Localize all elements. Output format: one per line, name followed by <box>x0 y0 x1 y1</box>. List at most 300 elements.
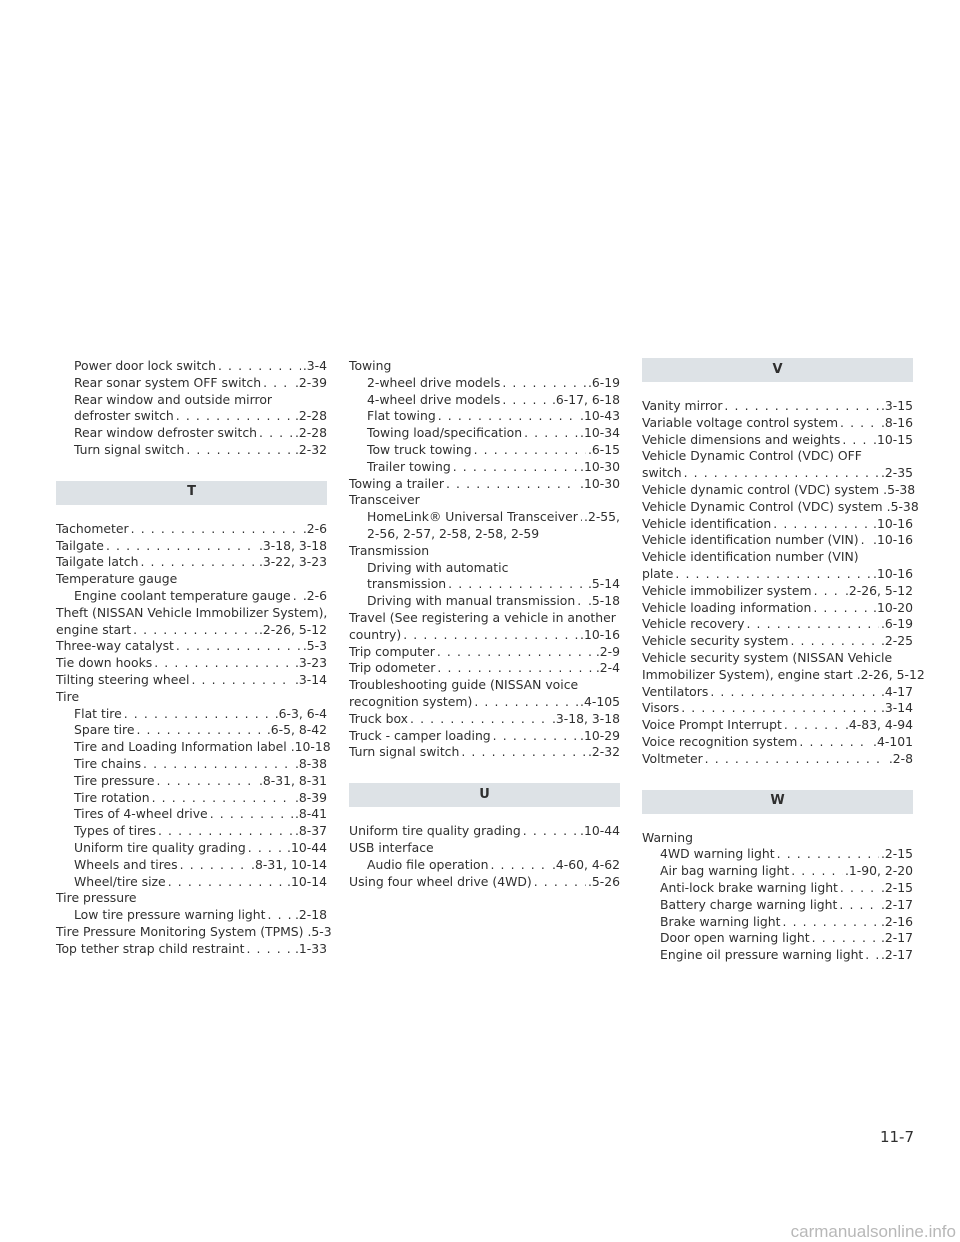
index-entry-page: .6-5, 8-42 <box>266 722 327 738</box>
index-entry <box>56 790 327 807</box>
index-entry <box>642 481 916 499</box>
index-entry <box>349 375 620 392</box>
index-entry <box>642 415 913 432</box>
index-entry-label: Tire rotation <box>74 789 150 805</box>
index-entry-label: 4-wheel drive models <box>367 391 501 407</box>
index-entry-label: Engine oil pressure warning light <box>660 947 864 963</box>
dot-leader <box>791 863 843 880</box>
dot-leader <box>124 706 273 723</box>
index-entry <box>642 666 925 684</box>
dot-leader <box>293 588 301 605</box>
index-entry <box>349 392 620 409</box>
index-entry-page: .8-31, 10-14 <box>251 856 327 872</box>
index-entry-label: Trailer towing <box>367 458 451 474</box>
index-entry-page: .2-4 <box>595 660 620 676</box>
index-entry-page: .2-15 <box>880 846 913 862</box>
index-entry-page: .10-20 <box>873 599 913 615</box>
dot-leader <box>784 717 843 734</box>
index-entry-page: .10-14 <box>287 873 327 889</box>
index-entry-label: Tailgate latch <box>56 554 139 570</box>
dot-leader <box>403 627 578 644</box>
index-entry-label: Battery charge warning light <box>660 896 838 912</box>
index-column-1 <box>56 358 332 958</box>
index-entry-label: Air bag warning light <box>660 863 790 879</box>
index-entry <box>642 633 913 650</box>
index-entry <box>642 947 913 964</box>
dot-leader <box>840 415 879 432</box>
index-entry-page: .4-60, 4-62 <box>551 856 620 872</box>
index-entry-label: Immobilizer System), engine start <box>642 666 853 682</box>
index-entry-label: Vehicle identification <box>642 515 772 531</box>
dot-leader <box>861 532 871 549</box>
dot-leader <box>493 728 578 745</box>
dot-leader <box>176 408 293 425</box>
index-entry-page: .10-16 <box>873 565 913 581</box>
index-entry <box>349 526 620 543</box>
index-entry <box>642 583 913 600</box>
dot-leader <box>461 744 586 761</box>
index-entry-label: Vehicle recovery <box>642 616 745 632</box>
index-entry-label: USB interface <box>349 839 434 855</box>
index-entry-page: .10-16 <box>580 626 620 642</box>
index-entry-label: Trip computer <box>349 643 435 659</box>
index-entry-label: Tachometer <box>56 520 129 536</box>
index-entry <box>642 566 913 583</box>
index-entry-page: .2-26, 5-12 <box>856 666 925 682</box>
index-entry-label: Vehicle loading information <box>642 599 812 615</box>
dot-leader <box>490 857 549 874</box>
index-entry-label: Tow truck towing <box>367 441 472 457</box>
index-entry-label: Tailgate <box>56 537 104 553</box>
dot-leader <box>263 375 293 392</box>
dot-leader <box>580 509 582 526</box>
index-entry-label: Tie down hooks <box>56 655 153 671</box>
dot-leader <box>813 600 871 617</box>
dot-leader <box>106 538 257 555</box>
index-entry <box>349 711 620 728</box>
index-entry-label: Truck box <box>349 710 409 726</box>
index-entry <box>56 923 332 941</box>
index-entry <box>642 717 913 734</box>
index-entry <box>642 863 913 880</box>
index-entry <box>56 773 327 790</box>
index-entry-page: .6-3, 6-4 <box>274 705 327 721</box>
index-entry <box>349 425 620 442</box>
index-entry <box>56 442 327 459</box>
index-entry-page: .6-17, 6-18 <box>551 391 620 407</box>
index-entry <box>642 751 913 768</box>
index-entry <box>56 806 327 823</box>
index-entry-label: Voice recognition system <box>642 733 798 749</box>
dot-leader <box>131 521 301 538</box>
index-entry-label: Wheel/tire size <box>74 873 166 889</box>
index-entry-page: .10-29 <box>580 727 620 743</box>
index-entry <box>349 823 620 840</box>
dot-leader <box>842 432 871 449</box>
index-entry-page: .3-23 <box>294 655 327 671</box>
dot-leader <box>437 644 594 661</box>
dot-leader <box>133 622 257 639</box>
section-spacer <box>349 807 620 823</box>
index-entry <box>349 644 620 661</box>
index-entry-page: .5-3 <box>302 638 327 654</box>
index-entry-page: .6-15 <box>587 441 620 457</box>
dot-leader <box>777 846 879 863</box>
dot-leader <box>534 874 586 891</box>
index-entry <box>56 375 327 392</box>
index-entry-label: Driving with automatic <box>367 559 509 575</box>
index-entry-page: .10-16 <box>873 515 913 531</box>
index-entry-label: Tire and Loading Information label <box>74 739 287 755</box>
index-entry <box>642 432 913 449</box>
index-entry-label: Rear window defroster switch <box>74 425 258 441</box>
index-entry-page: .3-18, 3-18 <box>258 537 327 553</box>
index-entry <box>56 722 327 739</box>
index-entry <box>56 840 327 857</box>
dot-leader <box>812 930 879 947</box>
dot-leader <box>577 593 586 610</box>
index-entry <box>642 684 913 701</box>
index-entry <box>642 616 913 633</box>
index-entry <box>349 677 620 694</box>
dot-leader <box>448 576 586 593</box>
index-entry-page: .2-32 <box>587 744 620 760</box>
dot-leader <box>814 583 843 600</box>
index-entry-page: .2-17 <box>880 947 913 963</box>
dot-leader <box>446 476 578 493</box>
index-entry-label: Towing <box>349 358 392 373</box>
index-entry <box>642 532 913 549</box>
dot-leader <box>259 425 293 442</box>
index-entry-page: .10-15 <box>873 431 913 447</box>
section-spacer <box>56 505 327 521</box>
index-entry-page: .2-15 <box>880 879 913 895</box>
dot-leader <box>246 941 292 958</box>
index-entry <box>56 538 327 555</box>
index-entry <box>349 543 620 560</box>
index-entry-page: .4-105 <box>580 693 620 709</box>
dot-leader <box>474 442 586 459</box>
index-entry-label: Brake warning light <box>660 913 781 929</box>
index-entry-label: Tire Pressure Monitoring System (TPMS) <box>56 923 304 939</box>
index-entry <box>349 492 620 509</box>
dot-leader <box>152 790 293 807</box>
index-entry-label: Vehicle Dynamic Control (VDC) system <box>642 498 883 514</box>
index-entry-label: Ventilators <box>642 683 709 699</box>
index-entry-label: Flat tire <box>74 705 122 721</box>
index-entry-label: Tire chains <box>74 755 142 771</box>
index-entry-label: Travel (See registering a vehicle in another <box>349 609 616 625</box>
index-entry-label: Wheels and tires <box>74 856 178 872</box>
dot-leader <box>474 694 578 711</box>
index-entry <box>642 498 919 516</box>
index-entry-page: .6-19 <box>587 374 620 390</box>
index-entry-label: HomeLink® Universal Transceiver <box>367 509 578 525</box>
index-entry <box>56 874 327 891</box>
index-entry-label: Vehicle Dynamic Control (VDC) OFF <box>642 448 862 464</box>
index-entry <box>349 874 620 891</box>
dot-leader <box>710 684 879 701</box>
index-entry-page: .10-44 <box>287 839 327 855</box>
index-entry-page: .8-16 <box>880 414 913 430</box>
index-entry-label: engine start <box>56 621 132 637</box>
index-entry-label: Three-way catalyst <box>56 638 174 654</box>
index-entry-page: .1-90, 2-20 <box>844 863 913 879</box>
index-entry-label: Door open warning light <box>660 930 810 946</box>
index-entry-label: Tires of 4-wheel drive <box>74 806 208 822</box>
index-entry-label: transmission <box>367 576 447 592</box>
dot-leader <box>724 398 879 415</box>
index-entry-label: Vehicle identification number (VIN) <box>642 532 859 548</box>
dot-leader <box>176 638 301 655</box>
dot-leader <box>157 773 257 790</box>
index-entry-page: .3-22, 3-23 <box>258 554 327 570</box>
index-entry-page: .5-38 <box>886 498 919 514</box>
index-entry <box>642 880 913 897</box>
index-entry <box>349 560 620 577</box>
index-entry-label: Troubleshooting guide (NISSAN voice <box>349 677 579 693</box>
index-entry-page: .10-30 <box>580 458 620 474</box>
index-entry <box>349 459 620 476</box>
index-entry-page: .8-41 <box>294 806 327 822</box>
index-entry <box>642 549 913 566</box>
index-entry-label: Vehicle identification number (VIN) <box>642 549 859 565</box>
index-entry <box>642 930 913 947</box>
dot-leader <box>705 751 887 768</box>
dot-leader <box>140 554 257 571</box>
index-entry <box>642 914 913 931</box>
index-entry-label: Turn signal switch <box>349 744 460 760</box>
index-entry-label: Low tire pressure warning light <box>74 907 266 923</box>
index-entry-page: .10-16 <box>873 532 913 548</box>
index-entry-label: Voice Prompt Interrupt <box>642 717 782 733</box>
index-entry-label: Anti-lock brake warning light <box>660 879 838 895</box>
index-entry <box>56 739 331 756</box>
index-entry-page: .3-15 <box>880 398 913 413</box>
index-entry <box>349 728 620 745</box>
index-entry-page: .2-18 <box>294 907 327 923</box>
index-entry-page: .3-4 <box>302 358 327 373</box>
index-entry-label: Vehicle dimensions and weights <box>642 431 841 447</box>
index-entry-page: .8-38 <box>294 755 327 771</box>
index-entry-page: .10-18 <box>290 739 331 755</box>
index-entry-page: .2-28 <box>294 425 327 441</box>
index-entry-page: .4-101 <box>873 733 913 749</box>
index-entry <box>56 408 327 425</box>
dot-leader <box>773 516 871 533</box>
index-entry-label: Rear window and outside mirror <box>74 391 273 407</box>
index-entry-label: plate <box>642 565 674 581</box>
index-entry <box>349 857 620 874</box>
section-spacer <box>642 382 913 398</box>
index-entry <box>56 588 327 605</box>
section-spacer <box>642 814 913 830</box>
index-entry-label: Rear sonar system OFF switch <box>74 374 262 390</box>
section-letter-header: U <box>349 783 620 807</box>
index-entry-label: Theft (NISSAN Vehicle Immobilizer System), <box>56 604 328 620</box>
index-entry-label: 2-wheel drive models <box>367 374 501 390</box>
dot-leader <box>783 914 879 931</box>
index-entry-label: Vanity mirror <box>642 398 723 413</box>
index-entry <box>642 830 913 847</box>
index-entry-label: Warning <box>642 829 693 845</box>
index-column-2 <box>349 358 620 890</box>
dot-leader <box>840 880 879 897</box>
index-entry <box>349 593 620 610</box>
index-entry-page: .4-83, 4-94 <box>844 717 913 733</box>
dot-leader <box>180 857 249 874</box>
index-entry <box>349 358 620 375</box>
index-entry-page: .2-17 <box>880 930 913 946</box>
index-entry <box>56 941 327 958</box>
dot-leader <box>154 655 293 672</box>
index-entry <box>56 392 327 409</box>
index-entry <box>56 622 327 639</box>
index-entry-page: .2-6 <box>302 587 327 603</box>
index-entry <box>642 448 913 465</box>
index-entry <box>56 638 327 655</box>
index-entry-page: .5-38 <box>883 481 916 497</box>
index-entry-label: recognition system) <box>349 693 473 709</box>
index-entry <box>349 576 620 593</box>
index-entry-label: Vehicle dynamic control (VDC) system <box>642 481 880 497</box>
dot-leader <box>218 358 301 375</box>
index-entry-label: Vehicle security system <box>642 633 789 649</box>
index-entry-label: Tire pressure <box>74 772 155 788</box>
index-entry <box>349 509 620 526</box>
dot-leader <box>675 566 871 583</box>
index-entry-label: Using four wheel drive (4WD) <box>349 873 532 889</box>
dot-leader <box>453 459 578 476</box>
index-entry <box>349 694 620 711</box>
section-letter-header: V <box>642 358 913 382</box>
index-entry <box>56 689 327 706</box>
index-entry <box>349 442 620 459</box>
index-entry <box>56 425 327 442</box>
index-entry <box>642 897 913 914</box>
dot-leader <box>790 633 878 650</box>
index-entry <box>642 650 913 667</box>
dot-leader <box>438 408 578 425</box>
index-entry-label: Tire <box>56 688 80 704</box>
index-entry-label: Driving with manual transmission <box>367 593 576 609</box>
dot-leader <box>502 375 586 392</box>
index-entry-page: .2-28 <box>294 408 327 424</box>
page-number: 11-7 <box>879 1128 914 1146</box>
index-entry <box>56 672 327 689</box>
dot-leader <box>168 874 285 891</box>
dot-leader <box>437 660 593 677</box>
index-entry <box>56 554 327 571</box>
index-entry-page: .3-14 <box>294 671 327 687</box>
index-entry-page: .10-43 <box>580 408 620 424</box>
index-entry-page: .2-39 <box>294 374 327 390</box>
watermark-text[interactable]: carmanualsonline.info <box>790 1222 956 1241</box>
index-entry <box>642 465 913 482</box>
index-entry-label: Tilting steering wheel <box>56 671 190 687</box>
index-entry-label: Towing a trailer <box>349 475 444 491</box>
index-entry-page: .2-26, 5-12 <box>844 582 913 598</box>
index-entry <box>642 600 913 617</box>
index-entry-label: defroster switch <box>74 408 174 424</box>
dot-leader <box>410 711 550 728</box>
index-entry-label: Voltmeter <box>642 750 703 766</box>
index-entry-page: .3-14 <box>880 700 913 716</box>
index-entry-page: .8-37 <box>294 823 327 839</box>
index-entry <box>56 521 327 538</box>
dot-leader <box>248 840 285 857</box>
index-entry-label: Vehicle immobilizer system <box>642 582 812 598</box>
dot-leader <box>502 392 550 409</box>
index-entry-page: .5-26 <box>587 873 620 889</box>
dot-leader <box>186 442 293 459</box>
index-entry <box>56 605 327 622</box>
dot-leader <box>158 823 293 840</box>
index-entry-label: 4WD warning light <box>660 846 775 862</box>
index-entry-page: .10-34 <box>580 425 620 441</box>
index-entry-label: Variable voltage control system <box>642 414 839 430</box>
index-entry <box>349 408 620 425</box>
section-letter-header: T <box>56 481 327 505</box>
index-entry-page: .3-18, 3-18 <box>551 710 620 726</box>
section-letter-header: W <box>642 790 913 814</box>
index-entry-page: .5-3 <box>307 923 332 939</box>
index-entry-page: .8-31, 8-31 <box>258 772 327 788</box>
index-entry <box>642 398 913 415</box>
index-entry-label: Engine coolant temperature gauge <box>74 587 291 603</box>
index-entry-page: .1-33 <box>294 940 327 956</box>
index-entry <box>56 706 327 723</box>
index-entry-page: .5-14 <box>587 576 620 592</box>
index-entry-label: country) <box>349 626 402 642</box>
index-entry-page: .6-19 <box>880 616 913 632</box>
index-entry <box>349 840 620 857</box>
index-entry-label: Spare tire <box>74 722 135 738</box>
index-entry <box>56 823 327 840</box>
index-entry-label: Types of tires <box>74 823 156 839</box>
index-entry-label: Audio file operation <box>367 856 489 872</box>
index-entry-page: .2-6 <box>302 520 327 536</box>
index-entry <box>642 700 913 717</box>
index-entry-label: Transmission <box>349 542 430 558</box>
dot-leader <box>746 616 878 633</box>
index-entry <box>349 744 620 761</box>
index-entry-label: switch <box>642 465 682 481</box>
index-entry-page: .2-55, <box>584 509 620 525</box>
index-entry-label: Uniform tire quality grading <box>349 823 521 839</box>
index-entry-label: 2-56, 2-57, 2-58, 2-58, 2-59 <box>367 525 540 541</box>
index-entry-label: Tire pressure <box>56 890 137 906</box>
dot-leader <box>839 897 879 914</box>
index-entry-label: Visors <box>642 700 680 716</box>
dot-leader <box>681 700 879 717</box>
index-entry-page: .2-8 <box>888 750 913 766</box>
dot-leader <box>523 823 578 840</box>
index-entry-label: Transceiver <box>349 492 420 508</box>
index-entry <box>56 655 327 672</box>
index-entry-page: .2-9 <box>595 643 620 659</box>
index-entry-label: Turn signal switch <box>74 441 185 457</box>
dot-leader <box>524 425 578 442</box>
index-entry-page: .2-25 <box>880 633 913 649</box>
index-entry <box>56 890 327 907</box>
index-entry <box>56 571 327 588</box>
dot-leader <box>136 722 264 739</box>
index-entry-label: Power door lock switch <box>74 358 216 373</box>
dot-leader <box>268 907 293 924</box>
index-entry-page: .2-16 <box>880 913 913 929</box>
index-entry <box>56 358 327 375</box>
